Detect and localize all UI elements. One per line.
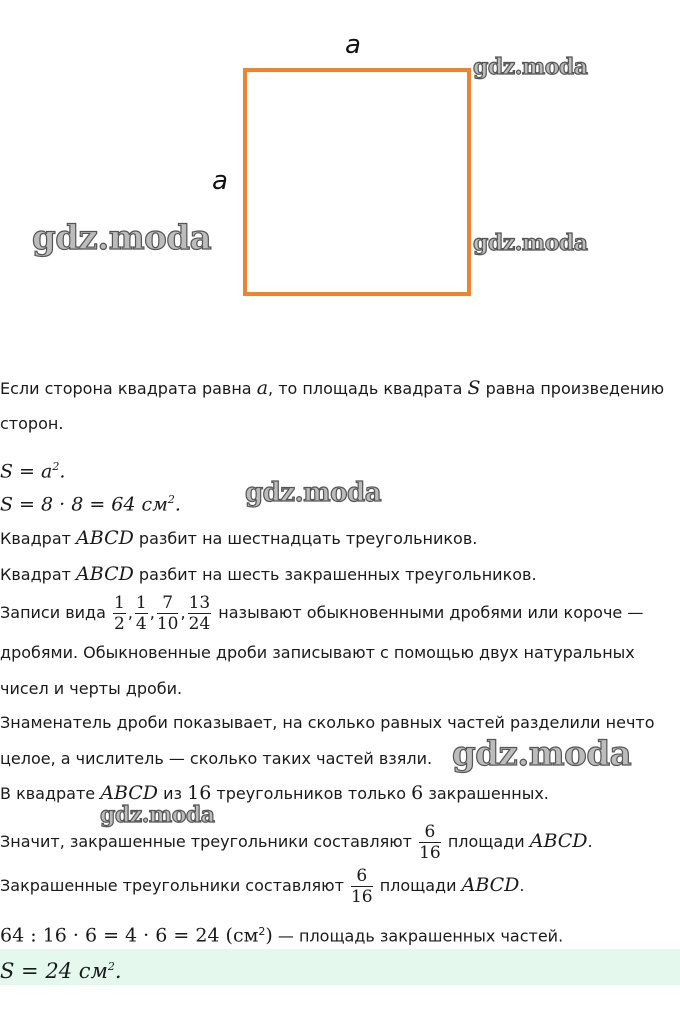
paragraph-line: чисел и черты дроби. — [0, 679, 183, 698]
fraction: $\frac{1}{4}$ — [135, 593, 147, 634]
fraction: $\frac{1}{2}$ — [113, 593, 125, 634]
paragraph-line: Если сторона квадрата равна a, то площадь квадрата S равна произведению — [0, 377, 665, 399]
paragraph-line-fractions: Записи вида $\frac{1}{2}$ , $\frac{1}{4}$ , $\frac{7}{10}$ , $\frac{13}{24}$ называют обыкновенными дробями или короче — — [0, 593, 644, 634]
square-diagram — [0, 0, 680, 330]
calculation-line: 64 : 16 · 6 = 4 · 6 = 24 $(см^2)$ — площадь закрашенных частей. — [0, 924, 564, 947]
left-side-label: a — [212, 166, 228, 196]
watermark-logo: gdz.moda — [473, 54, 588, 80]
paragraph-line: Знаменатель дроби показывает, на сколько равных частей разделили нечто — [0, 713, 655, 732]
paragraph-line: дробями. Обыкновенные дроби записывают с помощью двух натуральных — [0, 643, 635, 662]
watermark-logo: gdz.moda — [452, 734, 632, 774]
paragraph-line: В квадрате ABCD из 16 треугольников только 6 закрашенных. — [0, 782, 549, 804]
paragraph-line: Квадрат ABCD разбит на шестнадцать треугольников. — [0, 527, 478, 549]
fraction: $\frac{6}{16}$ — [350, 866, 373, 907]
paragraph-line: сторон. — [0, 414, 64, 433]
answer-formula: S = 24 $см^2$. — [0, 959, 122, 983]
fraction: $\frac{7}{10}$ — [156, 593, 179, 634]
paragraph-line-fraction: Закрашенные треугольники составляют $\frac{6}{16}$ площади ABCD. — [0, 866, 525, 907]
paragraph-line-fraction: Значит, закрашенные треугольники составляют $\frac{6}{16}$ площади ABCD. — [0, 822, 593, 863]
fraction: $\frac{6}{16}$ — [419, 822, 441, 863]
paragraph-line: целое, а числитель — сколько таких частей взяли. — [0, 749, 433, 768]
fraction: $\frac{13}{24}$ — [188, 593, 211, 634]
paragraph-line: Квадрат ABCD разбит на шесть закрашенных треугольников. — [0, 563, 537, 585]
formula-area: $S = a^2$. — [0, 460, 66, 483]
watermark-logo: gdz.moda — [32, 218, 212, 258]
watermark-logo: gdz.moda — [245, 478, 382, 508]
square-figure — [0, 0, 680, 330]
orange-square — [245, 70, 469, 294]
top-side-label: a — [345, 30, 361, 60]
watermark-logo: gdz.moda — [473, 230, 588, 256]
watermark-logo: gdz.moda — [100, 802, 215, 828]
formula-area-calc: S = 8 · 8 = 64 $см^2$. — [0, 493, 181, 516]
